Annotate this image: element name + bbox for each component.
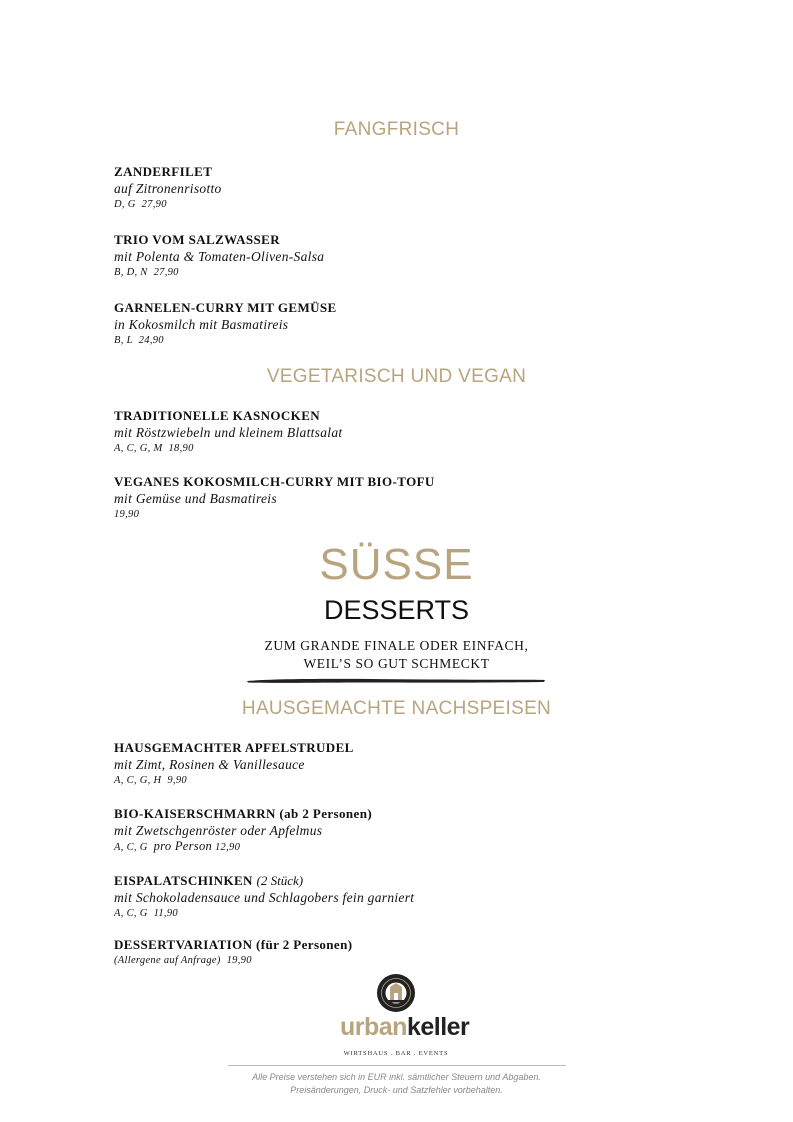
item-name: DESSERTVARIATION (für 2 Personen) (114, 937, 353, 952)
item-meta (114, 906, 674, 921)
item-price: 11,90 (153, 908, 178, 919)
item-allergens: B, L (114, 335, 133, 346)
menu-item (114, 936, 674, 968)
item-price: 27,90 (141, 199, 167, 210)
item-note: (2 Stück) (256, 873, 304, 888)
item-meta (114, 507, 674, 522)
menu-item (114, 231, 674, 280)
footer-line-1: Alle Preise verstehen sich in EUR inkl. sämtlicher Steuern und Abgaben. (252, 1072, 541, 1082)
item-price: 27,90 (153, 267, 179, 278)
item-name: EISPALATSCHINKEN (114, 873, 253, 888)
logo-badge-icon (340, 972, 452, 1014)
item-name: TRADITIONELLE KASNOCKEN (114, 408, 321, 423)
item-name: BIO-KAISERSCHMARRN (ab 2 Personen) (114, 806, 373, 821)
item-price: 9,90 (167, 775, 187, 786)
item-meta (114, 441, 674, 456)
item-allergens: A, C, G, H (114, 775, 162, 786)
logo-tagline: WIRTSHAUS . BAR . EVENTS (343, 1050, 449, 1057)
item-description: auf Zitronenrisotto (114, 181, 222, 196)
dessert-title: SÜSSE (319, 540, 474, 589)
item-name: ZANDERFILET (114, 164, 213, 179)
item-meta (114, 953, 674, 968)
item-allergens: A, C, G, M (114, 443, 163, 454)
item-description: in Kokosmilch mit Basmatireis (114, 317, 289, 332)
urbankeller-logo (340, 972, 470, 1062)
item-meta (114, 197, 674, 212)
item-allergens: B, D, N (114, 267, 148, 278)
item-price: 12,90 (215, 842, 241, 853)
menu-item (114, 407, 674, 456)
menu-item (114, 473, 674, 522)
item-allergens: (Allergene auf Anfrage) (114, 955, 221, 966)
item-allergens: D, G (114, 199, 136, 210)
logo-word-keller: keller (406, 1013, 470, 1041)
item-name: GARNELEN-CURRY MIT GEMÜSE (114, 300, 337, 315)
item-name-row (114, 872, 674, 889)
item-name: VEGANES KOKOSMILCH-CURRY MIT BIO-TOFU (114, 474, 435, 489)
logo-wordmark (340, 1012, 470, 1042)
item-description: mit Schokoladensauce und Schlagobers fein garniert (114, 890, 415, 905)
dessert-tagline-line-2: WEIL’S SO GUT SCHMECKT (303, 656, 490, 671)
item-price: 18,90 (168, 443, 194, 454)
item-allergens: A, C, G (114, 842, 148, 853)
menu-item (114, 739, 674, 788)
item-meta (114, 333, 674, 348)
menu-item (114, 163, 674, 212)
item-description: mit Röstzwiebeln und kleinem Blattsalat (114, 425, 343, 440)
footer-line-2: Preisänderungen, Druck- und Satzfehler vorbehalten. (290, 1085, 503, 1095)
item-meta (114, 839, 674, 855)
item-description: mit Polenta & Tomaten-Oliven-Salsa (114, 249, 325, 264)
item-description: mit Gemüse und Basmatireis (114, 491, 277, 506)
item-name: TRIO VOM SALZWASSER (114, 232, 281, 247)
item-allergens: A, C, G (114, 908, 148, 919)
item-price: 19,90 (114, 509, 140, 520)
section-heading-nachspeisen: HAUSGEMACHTE NACHSPEISEN (241, 698, 552, 719)
menu-item (114, 805, 674, 855)
item-meta (114, 773, 674, 788)
menu-item (114, 872, 674, 921)
section-heading-vegetarisch: VEGETARISCH UND VEGAN (266, 366, 527, 387)
footer-divider (228, 1065, 566, 1066)
item-name: HAUSGEMACHTER APFELSTRUDEL (114, 740, 354, 755)
logo-word-urban: urban (340, 1013, 407, 1041)
menu-item (114, 299, 674, 348)
item-price: 24,90 (138, 335, 164, 346)
dessert-tagline-line-1: ZUM GRANDE FINALE ODER EINFACH, (264, 638, 529, 653)
section-heading-fangfrisch: FANGFRISCH (333, 119, 460, 140)
dessert-subtitle: DESSERTS (323, 595, 470, 625)
item-price: 19,90 (226, 955, 252, 966)
item-description: mit Zwetschgenröster oder Apfelmus (114, 823, 323, 838)
item-description: mit Zimt, Rosinen & Vanillesauce (114, 757, 305, 772)
item-price-label: pro Person (153, 839, 213, 853)
brush-stroke-divider (245, 676, 547, 686)
item-meta (114, 265, 674, 280)
